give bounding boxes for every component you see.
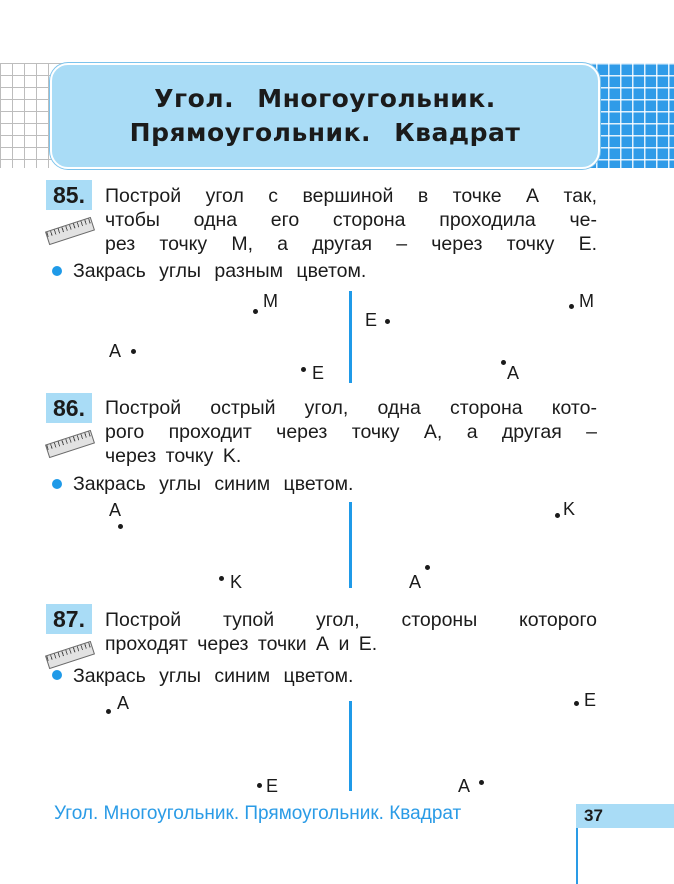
exercise-87-task bbox=[105, 608, 597, 656]
bullet-icon bbox=[52, 266, 62, 276]
ruler-icon bbox=[45, 217, 95, 245]
exercise-85-color-task: Закрась углы разным цветом. bbox=[73, 260, 367, 282]
exercise-86-divider bbox=[349, 502, 352, 588]
task-line: чтобы одна его сторона проходила че- bbox=[105, 209, 597, 231]
point-dot bbox=[131, 349, 136, 354]
task-line: Построй угол с вершиной в точке А так, bbox=[105, 185, 597, 207]
point-dot bbox=[479, 780, 484, 785]
page-title-line-2: Прямоугольник. Квадрат bbox=[129, 118, 521, 147]
point-label: А bbox=[109, 500, 122, 520]
point-label: М bbox=[263, 291, 278, 311]
page-number-rule bbox=[576, 828, 578, 884]
point-label: Е bbox=[266, 776, 279, 796]
task-line: рез точку М, а другая – через точку Е. bbox=[105, 233, 597, 255]
page-number: 37 bbox=[584, 806, 603, 825]
exercise-86-number: 86. bbox=[46, 393, 92, 423]
exercise-85-number: 85. bbox=[46, 180, 92, 210]
point-dot bbox=[106, 709, 111, 714]
point-dot bbox=[219, 576, 224, 581]
point-dot bbox=[501, 360, 506, 365]
exercise-87-divider bbox=[349, 701, 352, 791]
running-footer: Угол. Многоугольник. Прямоугольник. Квадрат bbox=[54, 803, 462, 824]
point-label: Е bbox=[312, 363, 325, 383]
point-dot bbox=[569, 304, 574, 309]
bullet-icon bbox=[52, 670, 62, 680]
point-label: K bbox=[563, 499, 576, 519]
task-line: рого проходит через точку А, а другая – bbox=[105, 421, 597, 443]
point-dot bbox=[301, 367, 306, 372]
point-dot bbox=[118, 524, 123, 529]
task-line: проходят через точки А и Е. bbox=[105, 633, 378, 655]
exercise-85-task bbox=[105, 184, 597, 256]
bullet-icon bbox=[52, 479, 62, 489]
point-label: А bbox=[117, 693, 130, 713]
point-label: А bbox=[458, 776, 471, 796]
point-label: А bbox=[409, 572, 422, 592]
point-label: Е bbox=[365, 310, 378, 330]
page-title-line-1: Угол. Многоугольник. bbox=[154, 84, 496, 113]
point-label: М bbox=[579, 291, 594, 311]
ruler-icon bbox=[45, 430, 95, 458]
exercise-87-number: 87. bbox=[46, 604, 92, 634]
point-dot bbox=[253, 309, 258, 314]
point-dot bbox=[574, 701, 579, 706]
exercise-87-color-task: Закрась углы синим цветом. bbox=[73, 665, 354, 687]
point-dot bbox=[555, 513, 560, 518]
point-dot bbox=[385, 319, 390, 324]
task-line: Построй острый угол, одна сторона кото- bbox=[105, 397, 597, 419]
point-label: Е bbox=[584, 690, 597, 710]
exercise-86-color-task: Закрась углы синим цветом. bbox=[73, 473, 354, 495]
exercise-86-task bbox=[105, 396, 597, 468]
task-line: Построй тупой угол, стороны которого bbox=[105, 609, 597, 631]
point-dot bbox=[425, 565, 430, 570]
point-label: А bbox=[109, 341, 122, 361]
point-label: А bbox=[507, 363, 520, 383]
exercise-85-divider bbox=[349, 291, 352, 383]
point-dot bbox=[257, 783, 262, 788]
title-banner bbox=[50, 63, 600, 169]
point-label: K bbox=[230, 572, 243, 592]
task-line: через точку K. bbox=[105, 445, 242, 467]
